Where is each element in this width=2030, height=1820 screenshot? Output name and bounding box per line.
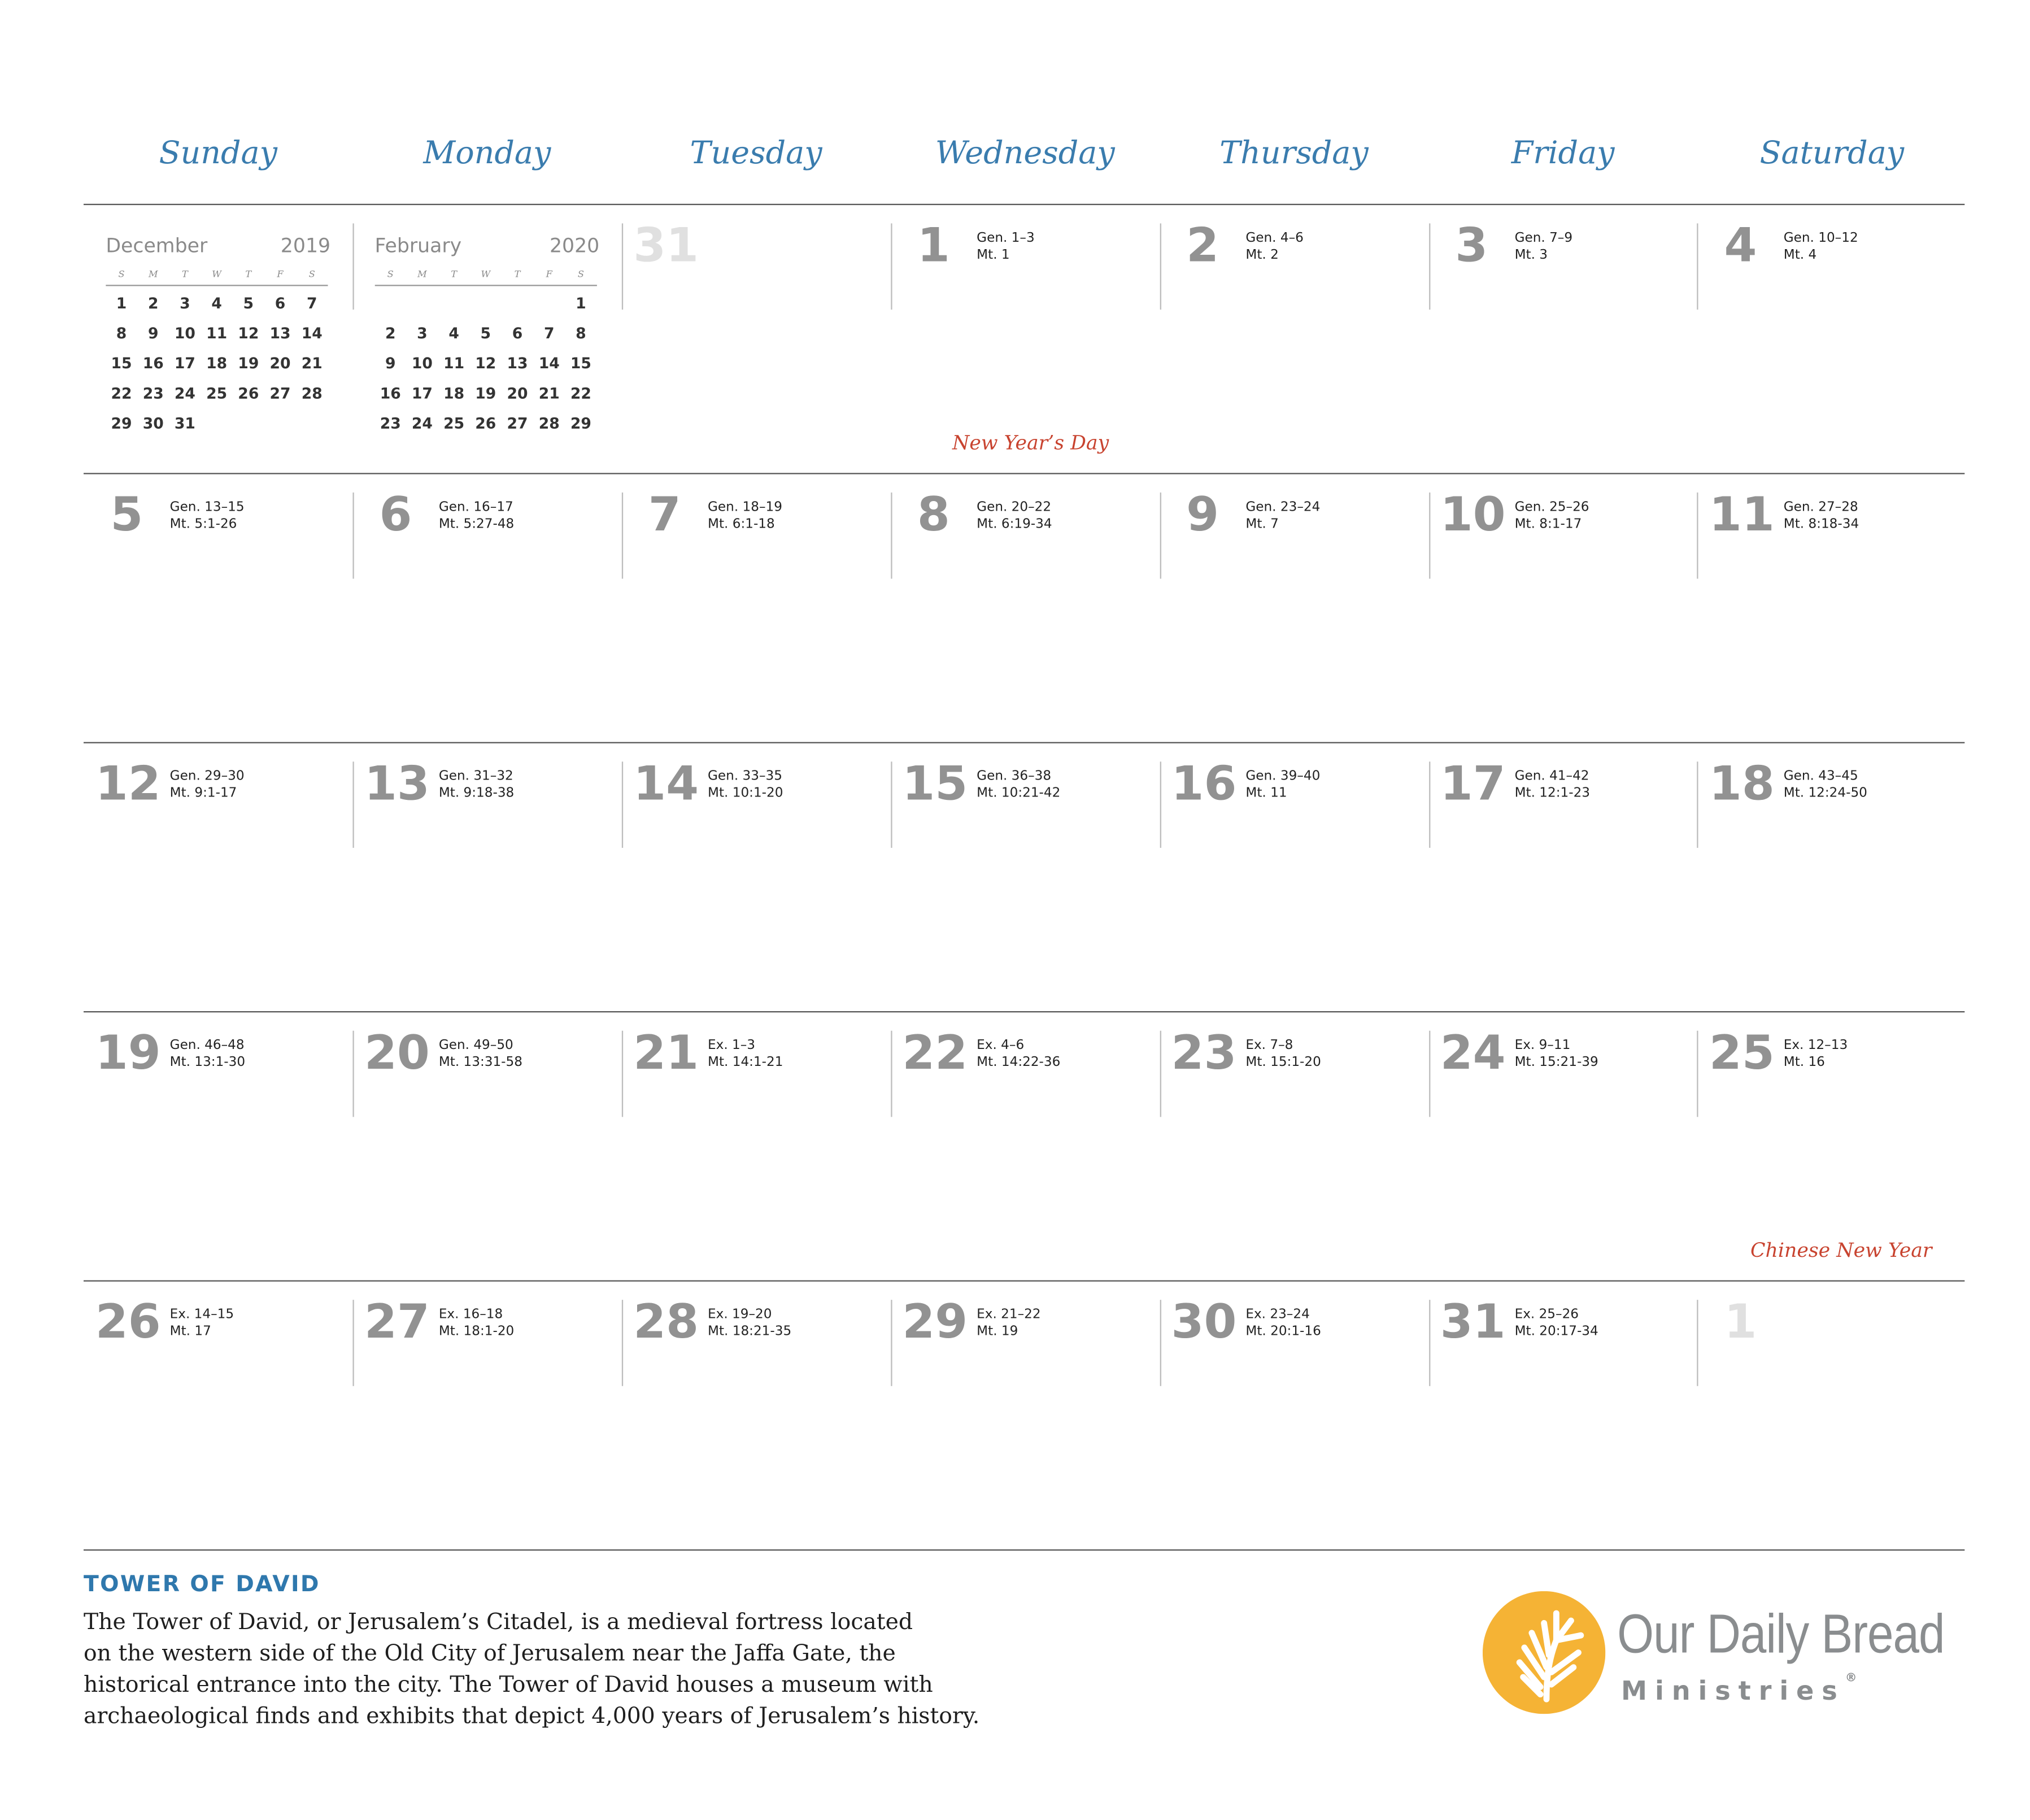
reading-ot: Gen. 31–32	[438, 769, 513, 784]
cell-separator	[1428, 1031, 1430, 1117]
day-number: 3	[1455, 219, 1488, 273]
mini-date: 9	[147, 324, 159, 342]
weekday-tuesday: Tuesday	[690, 134, 822, 171]
mini-date: 5	[480, 324, 491, 342]
footer-line: archaeological finds and exhibits that depict 4,000 years of Jerusalem’s history.	[84, 1703, 980, 1730]
mini-date: 7	[543, 324, 555, 342]
reading-ot: Ex. 9–11	[1514, 1038, 1571, 1053]
cell-separator	[891, 1300, 892, 1386]
reading-nt: Mt. 8:1-17	[1514, 517, 1582, 532]
day-number: 23	[1171, 1026, 1237, 1081]
mini-date: 19	[475, 384, 496, 403]
logo-subtitle-text: Ministries	[1621, 1674, 1845, 1706]
reading-plan	[1245, 1037, 1321, 1071]
mini-weekday: S	[118, 269, 125, 280]
reading-ot: Gen. 4–6	[1245, 231, 1304, 246]
day-number: 11	[1709, 488, 1775, 542]
weekday-friday: Friday	[1511, 134, 1615, 171]
mini-date: 11	[443, 354, 465, 373]
reading-plan	[708, 1037, 783, 1071]
mini-date: 6	[275, 294, 286, 312]
mini-date: 28	[538, 414, 560, 433]
reading-plan	[708, 499, 782, 533]
cell-separator	[352, 1300, 354, 1386]
reading-plan	[170, 1307, 234, 1340]
cell-separator	[1697, 1031, 1698, 1117]
reading-plan	[439, 499, 514, 533]
mini-month-name: December	[106, 233, 208, 258]
mini-date: 15	[570, 354, 591, 373]
reading-nt: Mt. 12:24-50	[1783, 786, 1867, 801]
reading-nt: Mt. 2	[1245, 248, 1279, 263]
reading-ot: Gen. 18–19	[708, 500, 782, 515]
mini-date: 2	[147, 294, 159, 312]
cell-separator	[891, 493, 892, 579]
reading-ot: Ex. 25–26	[1514, 1308, 1579, 1322]
mini-date: 5	[243, 294, 254, 312]
mini-date: 16	[142, 354, 164, 373]
mini-date: 8	[576, 324, 586, 342]
footer-title: TOWER OF DAVID	[84, 1571, 320, 1598]
reading-plan	[1515, 1037, 1598, 1071]
cell-separator	[1697, 761, 1698, 848]
mini-weekday-row	[106, 269, 330, 282]
mini-date: 3	[180, 294, 190, 312]
reading-plan	[170, 768, 245, 802]
reading-ot: Gen. 36–38	[977, 769, 1052, 784]
reading-ot: Ex. 23–24	[1245, 1308, 1310, 1322]
mini-date: 18	[206, 354, 228, 373]
reading-nt: Mt. 20:17-34	[1514, 1325, 1598, 1339]
reading-plan	[1784, 1037, 1848, 1071]
logo-subtitle	[1621, 1672, 1857, 1706]
day-number: 1	[1724, 1296, 1757, 1350]
mini-date: 26	[238, 384, 259, 403]
cell-separator	[1697, 493, 1698, 579]
day-number: 5	[110, 488, 143, 542]
day-number: 29	[902, 1296, 968, 1350]
reading-ot: Ex. 19–20	[708, 1308, 772, 1322]
mini-weekday: W	[212, 269, 221, 280]
reading-ot: Gen. 29–30	[169, 769, 245, 784]
reading-nt: Mt. 11	[1245, 786, 1287, 801]
reading-plan	[439, 1037, 522, 1071]
mini-weekday: F	[546, 269, 552, 280]
reading-ot: Gen. 1–3	[977, 231, 1035, 246]
day-number: 10	[1440, 488, 1506, 542]
reading-ot: Ex. 7–8	[1245, 1038, 1293, 1053]
day-number: 31	[1440, 1296, 1506, 1350]
mini-date: 13	[269, 324, 291, 342]
day-number: 24	[1440, 1026, 1506, 1081]
mini-weekday: M	[148, 269, 158, 280]
reading-nt: Mt. 20:1-16	[1245, 1325, 1321, 1339]
cell-separator	[891, 223, 892, 310]
footer-line: historical entrance into the city. The Tower of David houses a museum with	[84, 1672, 933, 1699]
mini-year: 2019	[280, 233, 331, 258]
reading-nt: Mt. 8:18-34	[1783, 517, 1859, 532]
mini-weekday: S	[387, 269, 394, 280]
reading-nt: Mt. 9:1-17	[169, 786, 237, 801]
reading-nt: Mt. 14:22-36	[977, 1055, 1061, 1070]
mini-date: 19	[238, 354, 259, 373]
reading-nt: Mt. 10:1-20	[708, 786, 783, 801]
mini-date: 23	[380, 414, 401, 433]
mini-date: 13	[507, 354, 528, 373]
day-number: 7	[648, 488, 681, 542]
reading-plan	[1515, 230, 1573, 264]
reading-ot: Gen. 16–17	[438, 500, 513, 515]
mini-weekday: S	[308, 269, 315, 280]
weekday-wednesday: Wednesday	[935, 134, 1115, 171]
mini-date: 22	[111, 384, 132, 403]
mini-date: 31	[174, 414, 195, 433]
cell-separator	[352, 493, 354, 579]
day-number: 16	[1171, 757, 1237, 812]
reading-nt: Mt. 6:19-34	[977, 517, 1052, 532]
reading-plan	[977, 1307, 1040, 1340]
day-number: 12	[95, 757, 161, 812]
reading-ot: Ex. 4–6	[977, 1038, 1025, 1053]
day-number: 15	[902, 757, 968, 812]
day-number: 30	[1171, 1296, 1237, 1350]
holiday-chinese-new-year: Chinese New Year	[1750, 1238, 1932, 1262]
day-number: 22	[902, 1026, 968, 1081]
reading-ot: Ex. 21–22	[977, 1308, 1041, 1322]
day-number: 19	[95, 1026, 161, 1081]
mini-weekday: S	[577, 269, 584, 280]
mini-date: 1	[116, 294, 127, 312]
day-number: 9	[1186, 488, 1219, 542]
cell-separator	[621, 761, 622, 848]
reading-nt: Mt. 13:1-30	[169, 1055, 246, 1070]
cell-separator	[352, 1031, 354, 1117]
mini-date: 27	[269, 384, 291, 403]
reading-nt: Mt. 3	[1514, 248, 1548, 263]
mini-date: 10	[411, 354, 433, 373]
cell-separator	[352, 223, 354, 310]
mini-weekday: T	[514, 269, 521, 280]
cell-separator	[1428, 493, 1430, 579]
mini-rule	[106, 285, 328, 286]
mini-date: 15	[111, 354, 132, 373]
reading-nt: Mt. 12:1-23	[1514, 786, 1591, 801]
reading-plan	[977, 499, 1052, 533]
footer-description	[84, 1607, 998, 1732]
day-number: 25	[1709, 1026, 1775, 1081]
reading-plan	[1515, 499, 1589, 533]
cell-separator	[621, 223, 622, 310]
cell-separator	[1697, 223, 1698, 310]
mini-date: 14	[538, 354, 560, 373]
mini-date: 21	[301, 354, 323, 373]
mini-date: 14	[301, 324, 323, 342]
reading-nt: Mt. 4	[1783, 248, 1817, 263]
mini-weekday: T	[245, 269, 252, 280]
mini-date: 8	[116, 324, 127, 342]
reading-ot: Gen. 20–22	[977, 500, 1052, 515]
mini-weekday: T	[451, 269, 458, 280]
cell-separator	[1160, 1300, 1161, 1386]
reading-ot: Gen. 39–40	[1245, 769, 1321, 784]
weekday-monday: Monday	[423, 134, 551, 171]
mini-date: 24	[174, 384, 195, 403]
reading-nt: Mt. 6:1-18	[708, 517, 775, 532]
cell-separator	[1160, 1031, 1161, 1117]
mini-date: 17	[411, 384, 433, 403]
mini-date: 20	[507, 384, 528, 403]
cell-separator	[1428, 223, 1430, 310]
mini-weekday: F	[277, 269, 284, 280]
reading-plan	[1784, 768, 1867, 802]
cell-separator	[1428, 761, 1430, 848]
reading-plan	[708, 1307, 791, 1340]
day-number: 2	[1186, 219, 1219, 273]
cell-separator	[621, 1300, 622, 1386]
reading-nt: Mt. 17	[169, 1325, 211, 1339]
reading-ot: Gen. 13–15	[169, 500, 245, 515]
footer-line: The Tower of David, or Jerusalem’s Citadel, is a medieval fortress located	[84, 1609, 913, 1636]
reading-plan	[1245, 768, 1320, 802]
mini-date: 25	[443, 414, 465, 433]
day-number: 4	[1724, 219, 1757, 273]
reading-plan	[170, 499, 245, 533]
day-number: 6	[379, 488, 412, 542]
mini-date: 12	[238, 324, 259, 342]
reading-nt: Mt. 18:21-35	[708, 1325, 792, 1339]
mini-date: 26	[475, 414, 496, 433]
mini-date: 29	[111, 414, 132, 433]
reading-nt: Mt. 19	[977, 1325, 1018, 1339]
reading-ot: Ex. 1–3	[708, 1038, 756, 1053]
mini-date: 4	[448, 324, 459, 342]
registered-mark: ®	[1845, 1672, 1857, 1686]
reading-plan	[1245, 230, 1304, 264]
reading-plan	[439, 768, 514, 802]
reading-ot: Ex. 12–13	[1783, 1038, 1848, 1053]
mini-weekday: W	[481, 269, 491, 280]
mini-date: 28	[301, 384, 323, 403]
footer-divider	[84, 1549, 1964, 1551]
reading-nt: Mt. 1	[977, 248, 1010, 263]
cell-separator	[621, 493, 622, 579]
mini-date: 3	[417, 324, 428, 342]
reading-plan	[977, 768, 1060, 802]
reading-nt: Mt. 15:1-20	[1245, 1055, 1321, 1070]
cell-separator	[1160, 761, 1161, 848]
day-number: 13	[364, 757, 430, 812]
reading-nt: Mt. 5:27-48	[438, 517, 515, 532]
reading-plan	[439, 1307, 514, 1340]
mini-date: 17	[174, 354, 195, 373]
mini-date: 11	[206, 324, 228, 342]
mini-date: 24	[411, 414, 433, 433]
day-number: 28	[633, 1296, 699, 1350]
mini-date: 21	[538, 384, 560, 403]
mini-year: 2020	[549, 233, 600, 258]
mini-date: 27	[507, 414, 528, 433]
reading-ot: Gen. 27–28	[1783, 500, 1858, 515]
cell-separator	[1428, 1300, 1430, 1386]
mini-date: 4	[211, 294, 222, 312]
mini-date: 20	[269, 354, 291, 373]
mini-date: 25	[206, 384, 228, 403]
day-number: 14	[633, 757, 699, 812]
mini-date: 1	[576, 294, 586, 312]
mini-date: 16	[380, 384, 401, 403]
reading-nt: Mt. 15:21-39	[1514, 1055, 1598, 1070]
reading-nt: Mt. 14:1-21	[708, 1055, 783, 1070]
day-number: 1	[917, 219, 950, 273]
mini-date: 10	[174, 324, 195, 342]
cell-separator	[1697, 1300, 1698, 1386]
wheat-icon	[1483, 1591, 1605, 1714]
reading-ot: Gen. 7–9	[1514, 231, 1573, 246]
mini-weekday: M	[417, 269, 427, 280]
reading-nt: Mt. 5:1-26	[169, 517, 237, 532]
mini-date: 9	[385, 354, 396, 373]
reading-plan	[1784, 230, 1858, 264]
mini-date: 29	[570, 414, 591, 433]
cell-separator	[352, 761, 354, 848]
reading-ot: Gen. 46–48	[169, 1038, 245, 1053]
reading-ot: Gen. 41–42	[1514, 769, 1589, 784]
day-number: 20	[364, 1026, 430, 1081]
cell-separator	[891, 761, 892, 848]
weekday-thursday: Thursday	[1219, 134, 1369, 171]
reading-ot: Gen. 25–26	[1514, 500, 1589, 515]
weekday-sunday: Sunday	[159, 134, 277, 171]
reading-nt: Mt. 10:21-42	[977, 786, 1061, 801]
cell-separator	[621, 1031, 622, 1117]
reading-plan	[708, 768, 783, 802]
mini-date: 22	[570, 384, 591, 403]
cell-separator	[891, 1031, 892, 1117]
day-number: 26	[95, 1296, 161, 1350]
mini-date: 30	[142, 414, 164, 433]
day-number: 8	[917, 488, 950, 542]
reading-nt: Mt. 13:31-58	[438, 1055, 522, 1070]
mini-date: 7	[306, 294, 317, 312]
reading-plan	[1245, 1307, 1321, 1340]
mini-date: 6	[512, 324, 523, 342]
day-number: 27	[364, 1296, 430, 1350]
mini-rule	[374, 285, 596, 286]
reading-nt: Mt. 18:1-20	[438, 1325, 515, 1339]
reading-plan	[1515, 768, 1590, 802]
reading-ot: Gen. 33–35	[708, 769, 782, 784]
reading-plan	[977, 230, 1035, 264]
day-number: 18	[1709, 757, 1775, 812]
day-number: 21	[633, 1026, 699, 1081]
mini-date: 12	[475, 354, 496, 373]
reading-nt: Mt. 9:18-38	[438, 786, 515, 801]
holiday-new-years-day: New Year’s Day	[952, 431, 1109, 455]
reading-ot: Gen. 10–12	[1783, 231, 1858, 246]
mini-date: 23	[142, 384, 164, 403]
mini-month-name: February	[374, 233, 462, 258]
cell-separator	[1160, 493, 1161, 579]
footer-line: on the western side of the Old City of Jerusalem near the Jaffa Gate, the	[84, 1640, 896, 1667]
reading-plan	[1515, 1307, 1598, 1340]
mini-date: 18	[443, 384, 465, 403]
reading-plan	[977, 1037, 1060, 1071]
reading-plan	[1245, 499, 1320, 533]
reading-nt: Mt. 7	[1245, 517, 1279, 532]
mini-weekday: T	[182, 269, 188, 280]
reading-ot: Ex. 16–18	[438, 1308, 503, 1322]
reading-nt: Mt. 16	[1783, 1055, 1825, 1070]
day-number: 31	[633, 219, 699, 273]
reading-ot: Ex. 14–15	[169, 1308, 234, 1322]
cell-separator	[1160, 223, 1161, 310]
reading-plan	[1784, 499, 1859, 533]
reading-plan	[170, 1037, 245, 1071]
day-number: 17	[1440, 757, 1506, 812]
logo-title: Our Daily Bread	[1617, 1603, 1945, 1665]
mini-date: 2	[385, 324, 396, 342]
reading-ot: Gen. 49–50	[438, 1038, 513, 1053]
weekday-saturday: Saturday	[1759, 134, 1905, 171]
reading-ot: Gen. 23–24	[1245, 500, 1321, 515]
mini-weekday-row	[374, 269, 599, 282]
reading-ot: Gen. 43–45	[1783, 769, 1858, 784]
